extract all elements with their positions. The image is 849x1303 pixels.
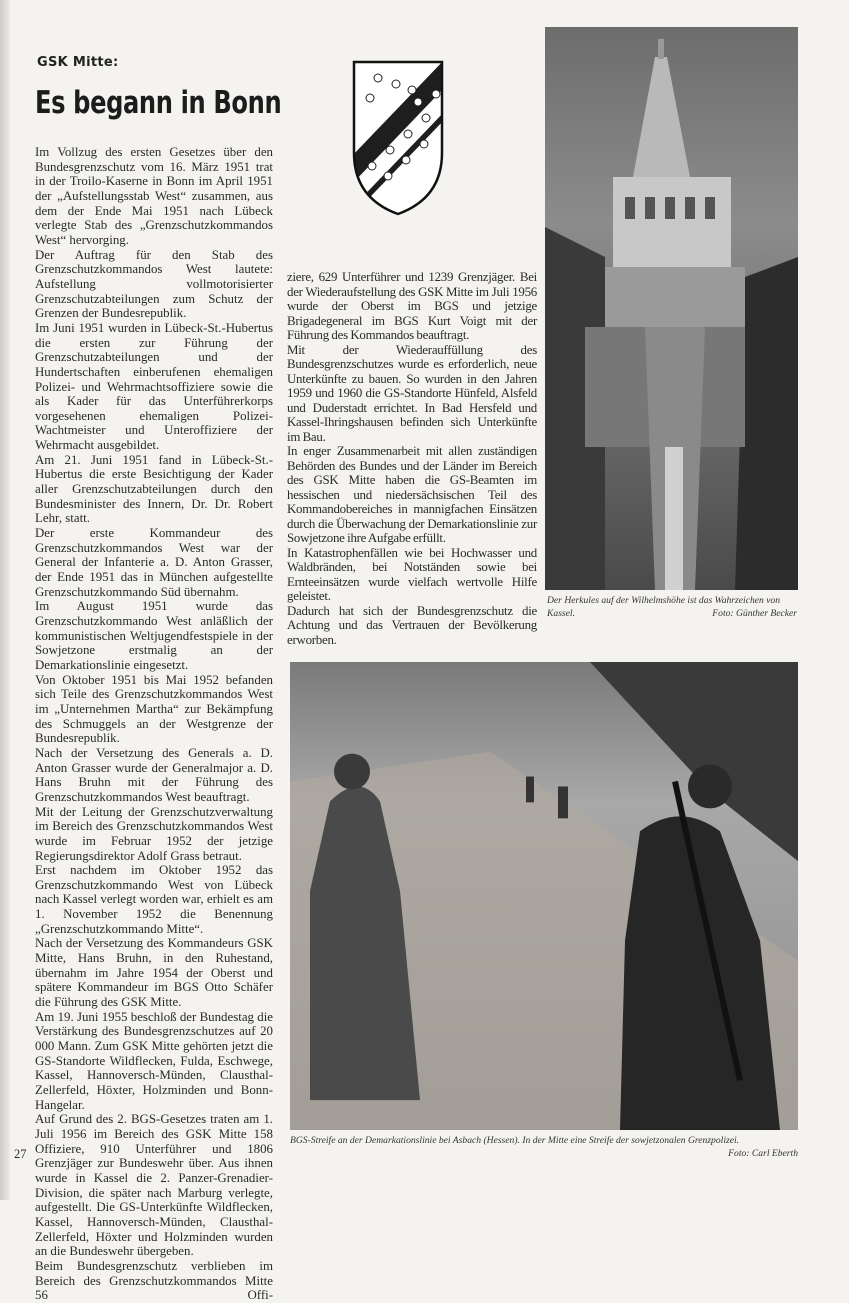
photo-credit: Foto: Carl Eberth [728, 1148, 798, 1159]
page-number: 27 [14, 1147, 27, 1161]
photo-caption-1 [547, 594, 797, 620]
section-kicker: GSK Mitte: [37, 55, 119, 70]
photo-bgs-patrol [290, 662, 798, 1130]
paragraph: Mit der Wiederauffüllung des Bundesgrenzschutzes wurde es erforderlich, neue Unterkünfte zu bauen. So wurden in den Jahren 1959 und 1960 die GS-Standorte Hünfeld, Alsfeld und Duderstadt errichtet. In Bad Hersfeld und Kassel-Ihringshausen befinden sich Unterkünfte im Bau. [287, 342, 537, 444]
paragraph: Nach der Versetzung des Generals a. D. Anton Grasser wurde der Generalmajor a. D. Hans Bruhn mit der Führung des Grenzschutzkommandos West beauftragt. [35, 745, 273, 804]
paragraph: Am 19. Juni 1955 beschloß der Bundestag die Verstärkung des Bundesgrenzschutzes auf 20 000 Mann. Zum GSK Mitte gehörten jetzt die GS-Standorte Wildflecken, Fulda, Eschwege, Kassel, Hannoversch-Münden, Clausthal-Zellerfeld, Höxter, Holzminden und Bonn-Hangelar. [35, 1009, 273, 1112]
caption-text: BGS-Streife an der Demarkationslinie bei Asbach (Hessen). In der Mitte eine Streife der sowjetzonalen Grenzpolizei. [290, 1135, 740, 1146]
paragraph: Auf Grund des 2. BGS-Gesetzes traten am 1. Juli 1956 im Bereich des GSK Mitte 158 Offiziere, 910 Unterführer und 1806 Grenzjäger zur Bundeswehr über. Aus ihnen wurde in Kassel die 2. Panzer-Grenadier-Division, die später nach Marburg verlegte, aufgestellt. Die GS-Unterkünfte Wildflecken, Kassel, Hannoversch-Münden, Clausthal-Zellerfeld, Höxter und Holzminden wurden an die Bundeswehr übergeben. [35, 1112, 273, 1259]
article-column-2 [287, 270, 537, 647]
headline: Es begann in Bonn [35, 85, 282, 121]
coat-of-arms-shield-icon [350, 58, 446, 218]
paragraph: Von Oktober 1951 bis Mai 1952 befanden sich Teile des Grenzschutzkommandos West im „Unternehmen Martha“ zur Bekämpfung des Schmuggels an der Westgrenze der Bundesrepublik. [35, 672, 273, 746]
paragraph: ziere, 629 Unterführer und 1239 Grenzjäger. Bei der Wiederaufstellung des GSK Mitte im Juli 1956 wurde der Oberst im BGS und jetzige Brigadegeneral im BGS Kurt Voigt mit der Führung des Kommandos beauftragt. [287, 270, 537, 342]
paragraph: Am 21. Juni 1951 fand in Lübeck-St.-Hubertus die erste Besichtigung der Kader aller Grenzschutzabteilungen durch den Bundesminister des Innern, Dr. Dr. Robert Lehr, statt. [35, 452, 273, 526]
paragraph: Im Juni 1951 wurden in Lübeck-St.-Hubertus die ersten zur Führung der Grenzschutzabteilungen und der Hundertschaften einberufenen ehemaligen Polizei- und Wehrmachtsoffiziere sowie die als Kader für das Unterführerkorps vorgesehenen ehemaligen Polizei-Wachtmeister und Unteroffiziere der Wehrmacht ausgebildet. [35, 320, 273, 453]
scan-edge [0, 0, 10, 1200]
paragraph: In Katastrophenfällen wie bei Hochwasser und Waldbränden, bei Notständen sowie bei Ernteeinsätzen wurde vielfach wertvolle Hilfe geleistet. [287, 545, 537, 603]
paragraph: Nach der Versetzung des Kommandeurs GSK Mitte, Hans Bruhn, in den Ruhestand, übernahm im Jahre 1954 der Oberst und spätere Kommandeur im BGS Otto Schäfer die Führung des GSK Mitte. [35, 936, 273, 1010]
paragraph: Beim Bundesgrenzschutz verblieben im Bereich des Grenzschutzkommandos Mitte 56 Offi- [35, 1258, 273, 1303]
paragraph: Im Vollzug des ersten Gesetzes über den Bundesgrenzschutz vom 16. März 1951 trat in der Troilo-Kaserne in Bonn im April 1951 der „Aufstellungsstab West“ zusammen, aus dem der Ende Mai 1951 nach Lübeck verlegte Stab des „Grenzschutzkommandos West“ hervorging. [35, 145, 273, 247]
paragraph: Im August 1951 wurde das Grenzschutzkommando West anläßlich der kommunistischen Weltjugendfestspiele in der Sowjetzone erstmalig an der Demarkationslinie eingesetzt. [35, 599, 273, 672]
paragraph: Der erste Kommandeur des Grenzschutzkommandos West war der General der Infanterie a. D. Anton Grasser, der Ende 1951 das in München aufgestellte Grenzschutzkommando Süd übernahm. [35, 526, 273, 599]
paragraph: Dadurch hat sich der Bundesgrenzschutz die Achtung und das Vertrauen der Bevölkerung erworben. [287, 603, 537, 647]
article-column-1 [35, 145, 273, 1303]
photo-herkules-kassel [545, 27, 798, 590]
photo-credit: Foto: Günther Becker [712, 608, 797, 619]
paragraph: Erst nachdem im Oktober 1952 das Grenzschutzkommando West von Lübeck nach Kassel verlegt worden war, erhielt es am 1. November 1952 die Benennung „Grenzschutzkommando Mitte“. [35, 863, 273, 936]
photo-caption-2 [290, 1134, 798, 1160]
caption-text: Der Herkules auf der Wilhelmshöhe ist das Wahrzeichen von Kassel. [547, 595, 781, 619]
paragraph: Mit der Leitung der Grenzschutzverwaltung im Bereich des Grenzschutzkommandos West wurde im Februar 1952 der jetzige Regierungsdirektor Adolf Grass betraut. [35, 804, 273, 863]
paragraph: Der Auftrag für den Stab des Grenzschutzkommandos West lautete: Aufstellung vollmotorisierter Grenzschutzabteilungen zum Schutz der Grenzen der Bundesrepublik. [35, 247, 273, 321]
paragraph: In enger Zusammenarbeit mit allen zuständigen Behörden des Bundes und der Länder im Bereich des GSK Mitte haben die GS-Beamten im hessischen und niedersächsischen Teil des Kommandobereiches in mannigfachen Einsätzen durch die Überwachung der Demarkationslinie zur Sowjetzone ihre Aufgabe erfüllt. [287, 444, 537, 545]
